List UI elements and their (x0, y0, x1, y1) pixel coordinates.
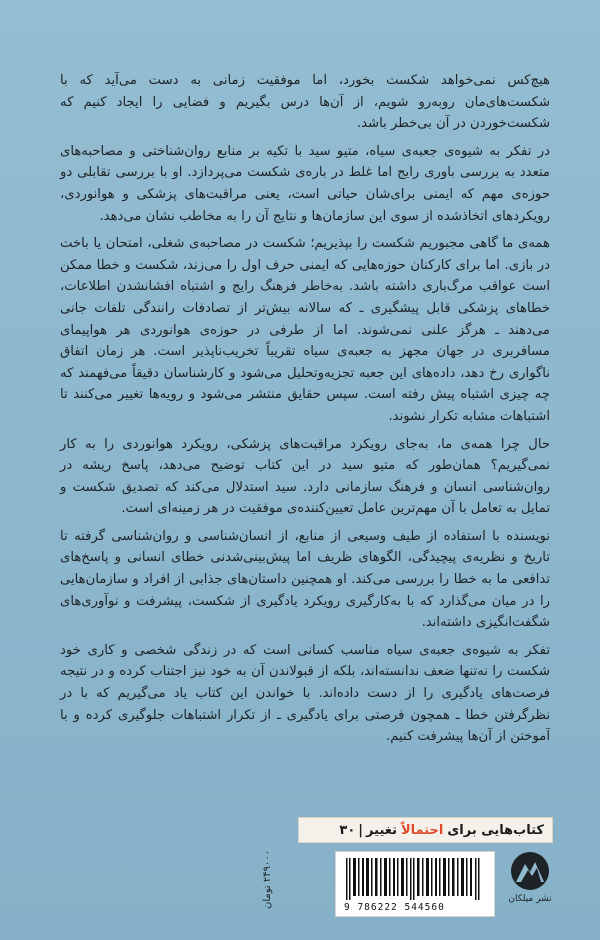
series-prefix: کتاب‌هایی برای (447, 822, 544, 838)
barcode (335, 851, 495, 917)
price-label: ۲۴۹۰۰۰ تومان (262, 850, 273, 910)
series-number: ۳۰ (339, 822, 356, 838)
blurb-paragraph-5: نویسنده با استفاده از طیف وسیعی از منابع، از انسان‌شناسی و روان‌شناسی گرفته تا تاریخ و نظریه‌ی پیچیدگی، الگوهای ظریف اما پیش‌بینی‌شدنی خطای انسانی و پاسخ‌های تدافعی ما به خطا را بررسی می‌کند. او همچنین داستان‌های جذابی از افراد و سازمان‌هایی را در میان می‌گذارد که با به‌کارگیری رویکرد یادگیری از شکست، پیشرفت و نوآوری‌های شگفت‌انگیزی داشته‌اند. (60, 528, 550, 631)
blurb-paragraph-2: در تفکر به شیوه‌ی جعبه‌ی سیاه، متیو سید با تکیه بر منابع روان‌شناختی و مصاحبه‌های متعدد به بررسی باوری رایج اما غلط در باره‌ی شکست می‌پردازد. او با بررسی تقابلی دو حوزه‌ی مهم که ایمنی برای‌شان حیاتی است، یعنی مراقبت‌های پزشکی و هوانوردی، رویکردهای اتخاذشده از سوی این سازمان‌ها و نتایج آن‌ را به مخاطب نشان می‌دهد. (60, 143, 550, 224)
blurb-paragraph-1: هیچ‌کس نمی‌خواهد شکست بخورد، اما موفقیت زمانی به دست می‌آید که با شکست‌های‌مان روبه‌رو شویم، از آن‌ها درس بگیریم و فضایی را ایجاد کنیم که شکست‌خوردن در آن بی‌خطر باشد. (60, 73, 550, 132)
mountain-logo-icon (510, 850, 550, 892)
isbn-number: 9 786222 544560 (344, 902, 445, 913)
blurb-paragraph-4: حال چرا همه‌ی ما، به‌جای رویکرد مراقبت‌های پزشکی، رویکرد هوانوردی را به کار نمی‌گیریم؟ همان‌طور که متیو سید در این کتاب توضیح می‌دهد، پاسخ ریشه در روان‌شناسی انسان و فرهنگ سازمانی دارد. سید استدلال می‌کند که تصدیق شکست و تمایل به تعامل با آن مهم‌ترین عامل تعیین‌کننده‌ی موفقیت در هر زمینه‌ای است. (60, 436, 550, 517)
blurb-paragraph-3: همه‌ی ما گاهی مجبوریم شکست را بپذیریم؛ شکست در مصاحبه‌ی شغلی، امتحان یا باخت در بازی. اما برای کارکنان حوزه‌هایی که ایمنی حرف اول را می‌زند، شکست و خطا ممکن است عواقب مرگ‌باری داشته باشد. به‌خاطر فرهنگ رایج و اشتباه افشانشدن اطلاعات، خطاهای پزشکی قابل پیشگیری ـ که سالانه بیش‌تر از تصادفات رانندگی تلفات جانی می‌دهند ـ هرگز علنی نمی‌شوند. اما از طرفی در حوزه‌ی هوانوردی هر هواپیمای مسافربری در جهان مجهز به جعبه‌ی سیاه تقریباً تخریب‌ناپذیر است. هر زمان اتفاق ناگواری رخ دهد، داده‌های این جعبه تجزیه‌وتحلیل می‌شود و کارشناسان دقیقاً می‌فهمند که چه چیزی اشتباه پیش رفته است. سپس حقایق منتشر می‌شود و رویه‌ها تغییر می‌کنند تا اشتباهات مشابه تکرار نشوند. (60, 236, 550, 424)
blurb-paragraph-6: تفکر به شیوه‌ی جعبه‌ی سیاه مناسب کسانی است که در زندگی شخصی و کاری خود شکست را نه‌تنها ضعف ندانسته‌اند، بلکه از قبولاندن آن به خود نیز اجتناب کرده و در نتیجه فرصت‌های یادگیری را از دست داده‌اند. با خواندن این کتاب یاد می‌گیریم که با در نظرگرفتن خطا ـ همچون فرصتی برای یادگیری ـ از تکرار اشتباهات جلوگیری کرده و با آموختن از آن‌ها پیشرفت کنیم. (60, 642, 550, 745)
series-suffix: تغییر (366, 822, 397, 838)
barcode-bars (344, 858, 486, 900)
series-banner (298, 817, 553, 843)
blurb-text-block (60, 70, 550, 754)
series-highlight: احتمالاً (400, 822, 444, 838)
publisher-logo (505, 850, 555, 916)
series-separator: | (358, 822, 364, 838)
publisher-name: نشر میلکان (508, 894, 552, 904)
